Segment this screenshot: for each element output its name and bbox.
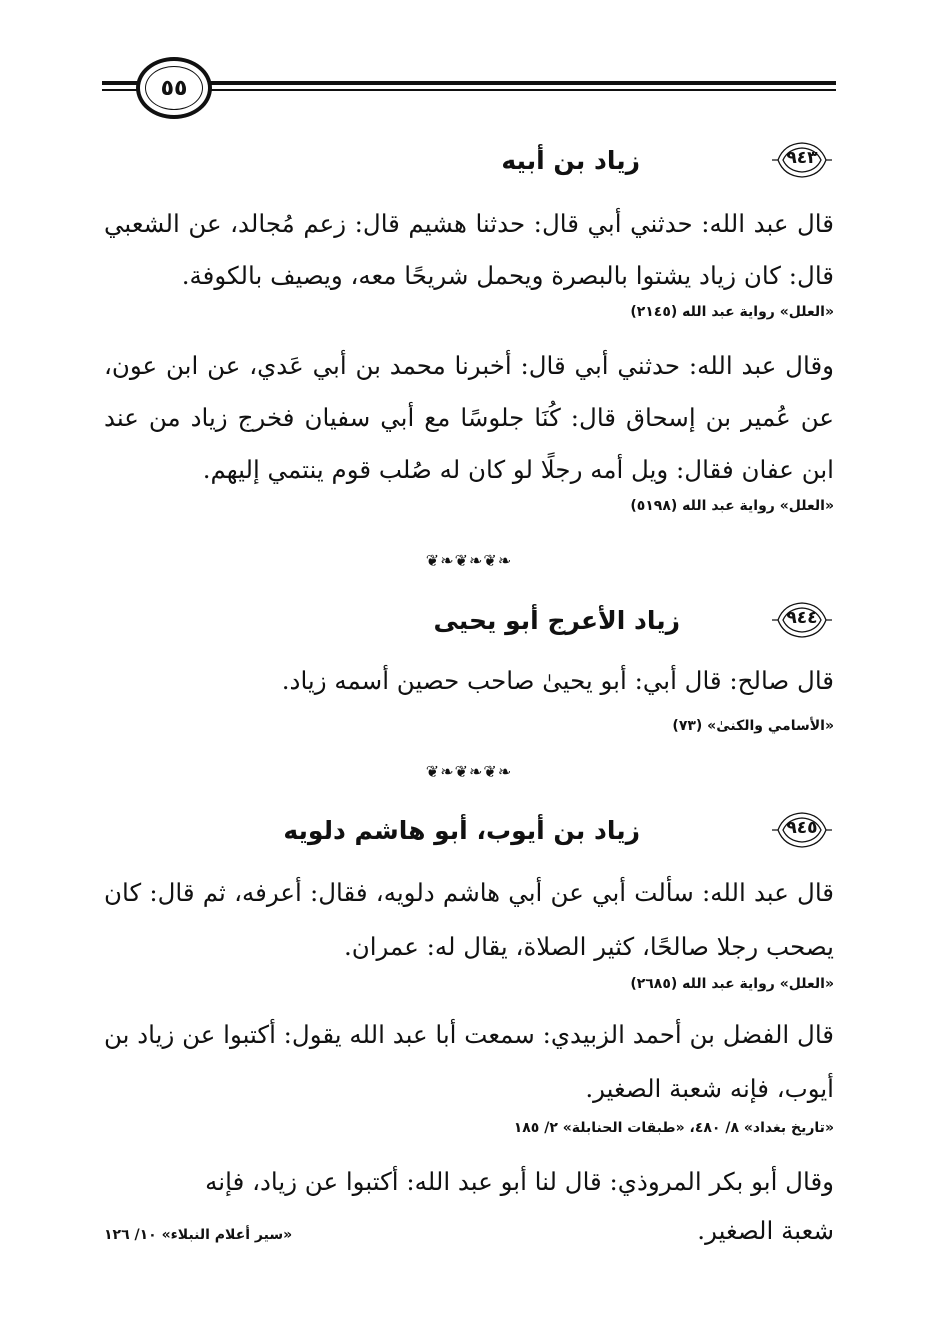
page-number-frame bbox=[136, 57, 212, 119]
entry-heading bbox=[104, 808, 834, 852]
source-citation: «سير أعلام النبلاء» ١٠/ ١٢٦ bbox=[104, 1227, 293, 1243]
source-citation: «العلل» رواية عبد الله (٢١٤٥) bbox=[630, 304, 834, 320]
entry-title: زياد بن أبيه bbox=[501, 145, 640, 175]
entry-number: ٩٤٤ bbox=[786, 608, 818, 628]
narration-paragraph: قال صالح: قال أبي: أبو يحيىٰ صاحب حصين أسمه زياد. bbox=[281, 666, 834, 695]
entry-number-medallion bbox=[770, 600, 834, 640]
narration-paragraph: قال عبد الله: سألت أبي عن أبي هاشم دلويه، فقال: أعرفه، ثم قال: كان يصحب رجلا صالحًا، كثير الصلاة، يقال له: عمران. bbox=[104, 878, 834, 961]
source-citation: «العلل» رواية عبد الله (٢٦٨٥) bbox=[630, 976, 834, 992]
header-rule bbox=[198, 89, 836, 91]
narration-paragraph: قال عبد الله: حدثني أبي قال: حدثنا هشيم قال: زعم مُجالد، عن الشعبي قال: كان زياد يشتوا بالبصرة ويحمل شريحًا معه، ويصيف بالكوفة. bbox=[104, 209, 834, 290]
entry-heading bbox=[104, 138, 834, 182]
section-separator-ornament: ❧❦❧❦❧❦ bbox=[425, 551, 513, 570]
entry-number: ٩٤٣ bbox=[786, 148, 818, 168]
source-citation: «تاريخ بغداد» ٨/ ٤٨٠، «طبقات الحنابلة» ٢/ ١٨٥ bbox=[513, 1120, 834, 1136]
source-citation: «الأسامي والكنىٰ» (٧٣) bbox=[672, 718, 834, 734]
last-line-with-citation bbox=[104, 1216, 834, 1245]
narration-paragraph: وقال عبد الله: حدثني أبي قال: أخبرنا محمد بن أبي عَدي، عن ابن عون، عن عُمير بن إسحاق قال: كُنَا جلوسًا مع أبي سفيان فخرج زياد من عند ابن عفان فقال: ويل أمه رجلًا لو كان له صُلب قوم ينتمي إليهم. bbox=[104, 351, 834, 484]
narration-paragraph: وقال أبو بكر المروذي: قال لنا أبو عبد الله: أكتبوا عن زياد، فإنه bbox=[205, 1167, 834, 1196]
entry-number: ٩٤٥ bbox=[786, 818, 818, 838]
section-separator-ornament: ❧❦❧❦❧❦ bbox=[425, 762, 513, 781]
entry-title: زياد الأعرج أبو يحيى bbox=[433, 605, 680, 635]
entry-number-medallion bbox=[770, 140, 834, 180]
entry-heading bbox=[104, 598, 834, 642]
entry-title: زياد بن أيوب، أبو هاشم دلويه bbox=[283, 815, 640, 845]
narration-paragraph: قال الفضل بن أحمد الزبيدي: سمعت أبا عبد الله يقول: أكتبوا عن زياد بن أيوب، فإنه شعبة الصغير. bbox=[104, 1020, 834, 1103]
page-header bbox=[102, 52, 836, 134]
source-citation: «العلل» رواية عبد الله (٥١٩٨) bbox=[630, 498, 834, 514]
page-number: ٥٥ bbox=[160, 75, 188, 101]
narration-line: شعبة الصغير. bbox=[697, 1216, 834, 1245]
header-rule bbox=[198, 81, 836, 85]
entry-number-medallion bbox=[770, 810, 834, 850]
